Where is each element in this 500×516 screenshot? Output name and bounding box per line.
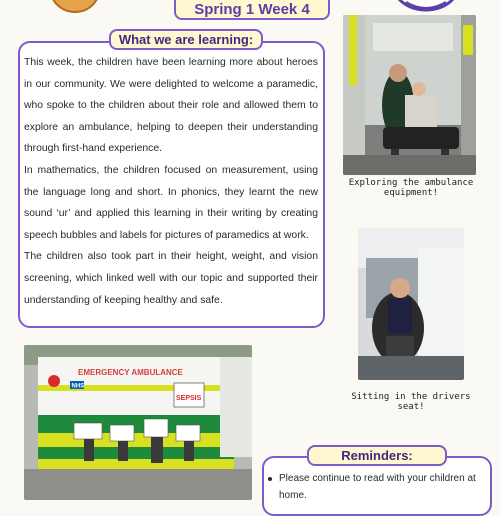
school-logo-right: [390, 0, 462, 14]
photo-caption: Exploring the ambulance equipment!: [348, 178, 474, 198]
photo-ambulance-group: [24, 345, 252, 500]
learning-paragraph: In mathematics, the children focused on measurement, using the language long and short. In phonics, they learnt the new sound ‘ur’ and applied this learning in their writing by creating speech bubbles and labels for pictures of paramedics at work.: [24, 164, 318, 241]
ambulance-banner-text: EMERGENCY AMBULANCE: [78, 368, 183, 377]
photo-caption: Sitting in the drivers seat!: [351, 392, 471, 412]
week-title: Spring 1 Week 4: [174, 0, 330, 20]
nhs-logo-text: NHS: [71, 383, 85, 390]
sepsis-sign-text: SEPSIS: [176, 395, 202, 402]
reminders-heading: Reminders:: [307, 445, 447, 466]
reminder-item: Please continue to read with your children at home.: [268, 470, 483, 504]
learning-paragraph: The children also took part in their height, weight, and vision screening, which linked well with our topic and supported their understanding of keeping healthy and safe.: [24, 251, 318, 306]
learning-text: [24, 52, 318, 311]
photo-ambulance-equipment: [343, 15, 476, 175]
learning-heading: What we are learning:: [109, 29, 263, 50]
school-logo-left: [46, 0, 104, 16]
photo-driver-seat: [358, 228, 464, 380]
reminder-list: [268, 470, 483, 504]
learning-paragraph: This week, the children have been learning more about heroes in our community. We were delighted to welcome a paramedic, who spoke to the children about their role and allowed them to explore an ambulance, helping to deepen their understanding through first-hand experience.: [24, 57, 318, 155]
